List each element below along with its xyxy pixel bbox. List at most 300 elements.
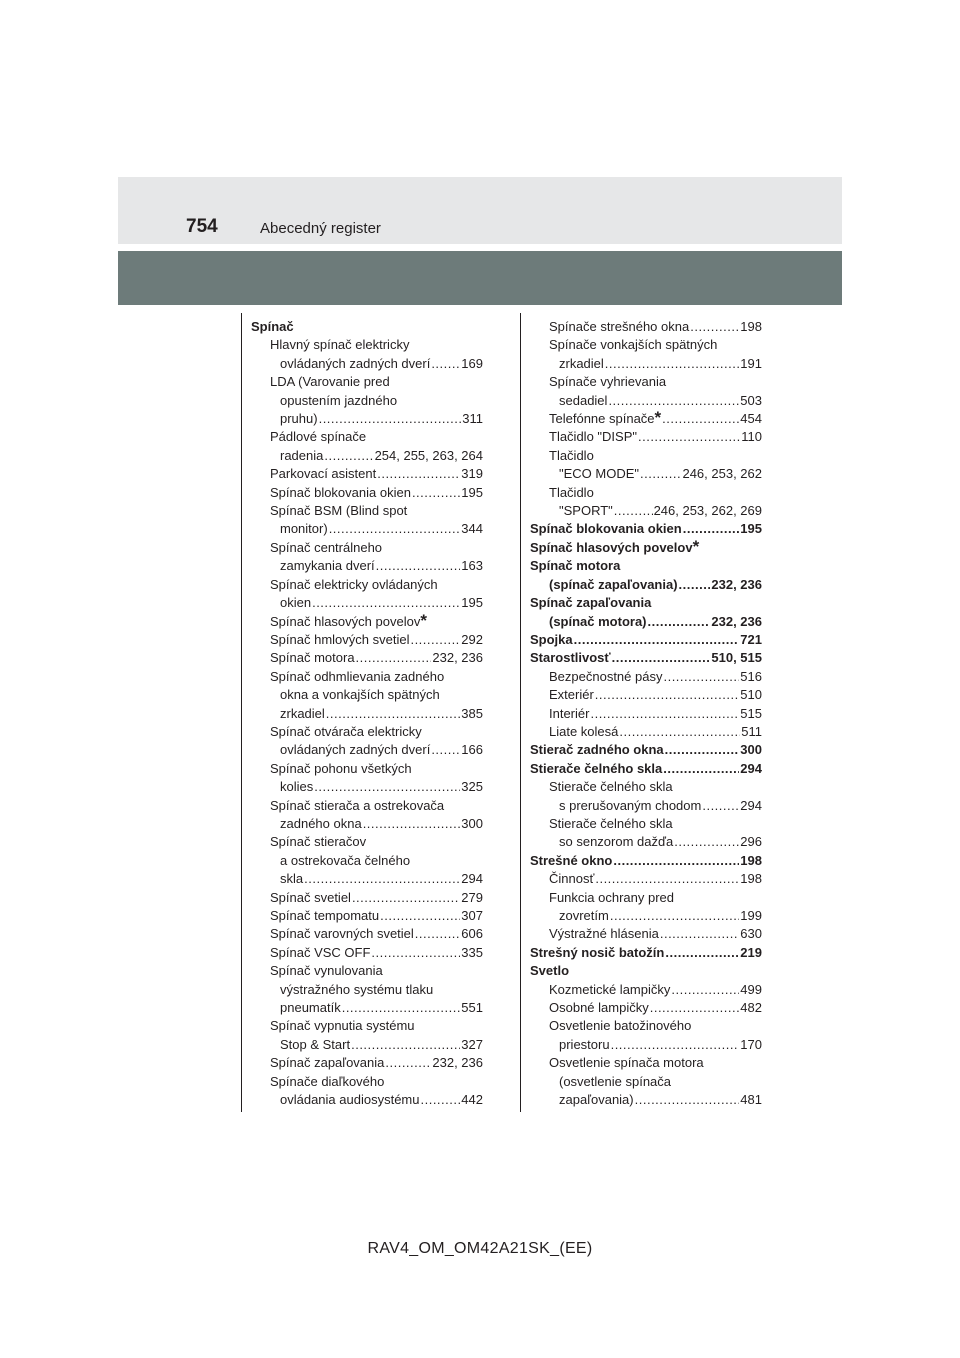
index-column-left xyxy=(251,318,483,1109)
index-entry xyxy=(530,778,762,815)
dot-leader xyxy=(665,944,739,962)
index-entry-text: Stop & Start xyxy=(280,1036,351,1052)
page-reference: 294 xyxy=(740,797,762,813)
index-entry xyxy=(251,428,483,465)
index-entry xyxy=(530,723,762,741)
page-reference: 296 xyxy=(740,834,762,850)
dot-leader xyxy=(610,907,739,925)
dot-leader xyxy=(356,649,432,667)
dot-leader xyxy=(612,649,711,667)
index-entry-term: Funkcia ochrany pred xyxy=(549,889,675,905)
index-entry xyxy=(530,686,762,704)
index-entry-term xyxy=(251,649,483,667)
index-entry-text: "ECO MODE" xyxy=(559,466,640,482)
index-entry-text: Spojka xyxy=(530,631,573,647)
page-reference: 163 xyxy=(461,558,483,574)
index-entry-continuation xyxy=(530,1036,762,1054)
index-entry-text: ovládaných zadných dverí xyxy=(280,355,431,371)
dot-leader xyxy=(683,520,740,538)
index-entry-text: Interiér xyxy=(549,705,590,721)
index-entry-term xyxy=(530,705,762,723)
index-entry xyxy=(251,925,483,943)
index-entry-continuation: opustením jazdného xyxy=(280,392,398,408)
index-entry xyxy=(251,465,483,483)
index-entry-text: Spínač motora xyxy=(270,650,355,666)
index-entry-text: s prerušovaným chodom xyxy=(559,797,702,813)
dot-leader xyxy=(595,686,740,704)
page-reference: 511 xyxy=(741,723,762,739)
index-entry-term xyxy=(530,870,762,888)
dot-leader xyxy=(679,576,711,594)
index-entry-term: Tlačidlo xyxy=(549,447,594,463)
index-entry-text: skla xyxy=(280,871,304,887)
index-entry-text: Liate kolesá xyxy=(549,723,619,739)
index-entry-text: zovretím xyxy=(559,908,609,923)
index-entry-term: Spínač xyxy=(251,319,294,334)
page-reference: 606 xyxy=(461,926,483,942)
dot-leader xyxy=(342,999,461,1017)
dot-leader xyxy=(650,999,740,1017)
index-entry-text: Spínač hmlových svetiel xyxy=(270,631,410,647)
index-entry-text: Kozmetické lampičky xyxy=(549,981,671,997)
page-reference: 166 xyxy=(461,742,483,758)
page-reference: 300 xyxy=(740,742,762,758)
index-entry-term: Spínač hlasových povelov * xyxy=(270,610,427,630)
page-reference: 191 xyxy=(740,355,762,371)
index-entry xyxy=(530,336,762,373)
index-entry-text: priestoru xyxy=(559,1036,610,1052)
index-entry xyxy=(251,833,483,888)
page-reference: 169 xyxy=(461,355,483,371)
index-entry-text: so senzorom dažďa xyxy=(559,834,674,850)
page-reference: 195 xyxy=(740,521,762,537)
index-entry-text: Bezpečnostné pásy xyxy=(549,668,663,684)
index-entry xyxy=(251,318,483,336)
dot-leader xyxy=(380,907,460,925)
page-reference: 110 xyxy=(741,429,762,445)
dot-leader xyxy=(352,889,460,907)
index-entry xyxy=(251,576,483,613)
index-entry-text: Spínač zapaľovania xyxy=(270,1055,385,1071)
index-entry xyxy=(530,484,762,521)
index-entry-term: Stierače čelného skla xyxy=(549,815,673,831)
index-entry-text: Spínač svetiel xyxy=(270,889,351,905)
index-entry-continuation xyxy=(251,594,483,612)
index-entry-text: Činnosť xyxy=(549,871,595,887)
index-entry-term: Stierače čelného skla xyxy=(549,779,673,795)
page-reference: 294 xyxy=(740,760,762,776)
dot-leader xyxy=(324,447,373,465)
dot-leader xyxy=(638,428,740,446)
index-entry-term: Hlavný spínač elektricky xyxy=(270,337,410,353)
dot-leader xyxy=(312,594,460,612)
index-entry xyxy=(530,594,762,631)
dot-leader xyxy=(329,520,461,538)
page-reference: 219 xyxy=(740,944,762,960)
dot-leader xyxy=(326,705,461,723)
index-entry xyxy=(530,668,762,686)
index-entry xyxy=(530,999,762,1017)
dot-leader xyxy=(412,484,460,502)
index-entry-text: Spínač blokovania okien xyxy=(530,521,682,537)
index-entry xyxy=(530,981,762,999)
dot-leader xyxy=(385,1054,431,1072)
page-reference: 344 xyxy=(461,521,483,537)
index-entry-continuation xyxy=(530,797,762,815)
header-accent-bar xyxy=(118,251,842,305)
index-entry-term xyxy=(530,760,762,778)
index-entry xyxy=(530,631,762,649)
index-entry-term: Tlačidlo xyxy=(549,484,594,500)
dot-leader xyxy=(619,723,740,741)
dot-leader xyxy=(671,981,739,999)
index-entry xyxy=(530,557,762,594)
page-reference: 499 xyxy=(740,981,762,997)
index-entry-text: Výstražné hlásenia xyxy=(549,926,659,942)
index-entry-term: Spínač elektricky ovládaných xyxy=(270,576,438,592)
index-entry-text: monitor) xyxy=(280,521,328,537)
index-entry-term: Spínače vyhrievania xyxy=(549,374,667,390)
index-entry-text: zrkadiel xyxy=(559,355,604,371)
index-entry-term xyxy=(530,649,762,667)
index-entry-term xyxy=(251,631,483,649)
dot-leader xyxy=(415,925,461,943)
index-entry-term: Telefónne spínače * ..... 454 xyxy=(530,410,762,428)
dot-leader xyxy=(377,465,460,483)
index-entry xyxy=(530,447,762,484)
index-column-right xyxy=(530,318,762,1109)
index-entry xyxy=(530,889,762,926)
dot-leader xyxy=(351,1036,460,1054)
index-entry-continuation xyxy=(530,576,762,594)
index-entry-term xyxy=(530,428,762,446)
index-entry-term: Spínač zapaľovania xyxy=(530,595,652,611)
index-entry xyxy=(530,318,762,336)
dot-leader xyxy=(608,392,739,410)
index-entry-term xyxy=(530,686,762,704)
index-entry xyxy=(530,1017,762,1054)
dot-leader xyxy=(431,355,460,373)
index-entry-term xyxy=(530,981,762,999)
page-reference: 510, 515 xyxy=(711,650,762,666)
index-entry-continuation xyxy=(251,1036,483,1054)
index-entry xyxy=(251,610,483,631)
page-reference: 335 xyxy=(461,944,483,960)
index-entry-term: Pádlové spínače xyxy=(270,429,367,445)
index-entry-continuation: (osvetlenie spínača xyxy=(559,1073,672,1089)
dot-leader xyxy=(363,815,461,833)
index-entry-continuation xyxy=(530,465,762,483)
index-entry-term: Spínač vypnutia systému xyxy=(270,1018,415,1034)
index-entry-text: kolies xyxy=(280,779,314,795)
index-entry xyxy=(251,723,483,760)
index-entry-term xyxy=(251,484,483,502)
index-entry-term xyxy=(530,668,762,686)
index-entry xyxy=(530,870,762,888)
index-entry-text: sedadiel xyxy=(559,392,608,408)
page-reference: 630 xyxy=(740,926,762,942)
dot-leader xyxy=(590,705,739,723)
dot-leader xyxy=(640,465,681,483)
index-entry xyxy=(251,484,483,502)
index-entry xyxy=(530,760,762,778)
page-reference: 307 xyxy=(461,908,483,923)
dot-leader xyxy=(410,631,460,649)
index-entry xyxy=(251,944,483,962)
index-entry xyxy=(530,852,762,870)
index-entry-text: Strešné okno xyxy=(530,852,613,868)
index-entry-continuation: výstražného systému tlaku xyxy=(280,981,434,997)
index-entry-text: okien xyxy=(280,595,312,611)
dot-leader xyxy=(690,318,739,336)
index-entry-continuation xyxy=(251,999,483,1017)
page-reference: 195 xyxy=(461,484,483,500)
dot-leader xyxy=(662,410,739,428)
dot-leader xyxy=(663,668,739,686)
index-entry-text: Spínač hlasových povelov xyxy=(270,613,421,629)
index-entry-text: Spínač blokovania okien xyxy=(270,484,411,500)
dot-leader xyxy=(663,760,739,778)
index-entry-term xyxy=(251,907,483,925)
index-entry-text: Spínač hlasových povelov xyxy=(530,539,693,555)
index-entry-continuation xyxy=(530,502,762,520)
index-entry xyxy=(251,336,483,373)
index-entry-term xyxy=(530,318,762,336)
index-entry-continuation xyxy=(530,833,762,851)
index-entry xyxy=(251,1017,483,1054)
index-entry xyxy=(530,815,762,852)
page-reference: 246, 253, 262, 269 xyxy=(653,503,762,519)
index-entry-term xyxy=(251,1054,483,1072)
index-entry-continuation xyxy=(251,870,483,888)
index-entry-continuation xyxy=(251,778,483,796)
index-entry xyxy=(530,428,762,446)
index-entry-text: Spínač varovných svetiel xyxy=(270,926,414,942)
index-entry xyxy=(251,907,483,925)
index-entry-text: Osobné lampičky xyxy=(549,1000,649,1016)
page-reference: 551 xyxy=(461,1000,483,1016)
index-entry xyxy=(251,373,483,428)
index-entry-term: Osvetlenie batožinového xyxy=(549,1018,692,1034)
index-entry-continuation xyxy=(251,705,483,723)
page-reference: 319 xyxy=(461,466,483,482)
page-reference: 232, 236 xyxy=(711,576,762,592)
index-entry xyxy=(251,1073,483,1110)
page-reference: 454 xyxy=(740,411,762,427)
dot-leader xyxy=(574,631,740,649)
index-entry-term: Svetlo xyxy=(530,963,570,979)
index-entry xyxy=(530,741,762,759)
index-entry-continuation xyxy=(251,447,483,465)
index-entry-text: Starostlivosť xyxy=(530,650,611,666)
index-entry-term: Spínač hlasových povelov * xyxy=(530,536,700,556)
page-reference: 198 xyxy=(740,319,762,334)
index-entry-term xyxy=(530,631,762,649)
index-entry xyxy=(251,502,483,539)
index-entry-term: Spínač otvárača elektricky xyxy=(270,723,422,739)
dot-leader xyxy=(611,1036,740,1054)
page-number: 754 xyxy=(186,216,218,237)
index-entry-continuation xyxy=(530,613,762,631)
index-entry-term xyxy=(530,852,762,870)
dot-leader xyxy=(702,797,739,815)
page-reference: 721 xyxy=(740,631,762,647)
index-entry xyxy=(251,668,483,723)
index-entry-continuation: okna a vonkajších spätných xyxy=(280,687,440,703)
page-reference: 516 xyxy=(740,668,762,684)
header-band xyxy=(118,177,842,244)
index-entry-continuation xyxy=(251,410,483,428)
page-reference: 292 xyxy=(461,631,483,647)
index-entry xyxy=(530,705,762,723)
index-entry-text: Spínače strešného okna xyxy=(549,319,690,334)
section-title: Abecedný register xyxy=(260,220,381,237)
index-entry-text: Strešný nosič batožín xyxy=(530,944,665,960)
page-reference: 327 xyxy=(461,1036,483,1052)
index-entry-text: radenia xyxy=(280,447,324,463)
index-entry xyxy=(251,889,483,907)
index-entry-text: Exteriér xyxy=(549,687,594,703)
index-entry-continuation: a ostrekovača čelného xyxy=(280,852,411,868)
index-entry xyxy=(251,649,483,667)
dot-leader xyxy=(635,1091,740,1109)
index-entry-text: pneumatík xyxy=(280,1000,341,1016)
page-reference: 294 xyxy=(461,871,483,887)
index-entry xyxy=(530,373,762,410)
index-entry-text: ovládaných zadných dverí xyxy=(280,742,431,758)
index-entry xyxy=(251,539,483,576)
page-reference: 515 xyxy=(740,705,762,721)
dot-leader xyxy=(371,944,460,962)
index-entry-term xyxy=(251,889,483,907)
column-divider-left xyxy=(241,313,242,1112)
page-reference: 170 xyxy=(740,1036,762,1052)
index-entry-text: Stierač zadného okna xyxy=(530,742,664,758)
index-entry-term: Spínač motora xyxy=(530,558,621,574)
index-entry xyxy=(251,760,483,797)
index-entry-term xyxy=(530,741,762,759)
index-entry-term xyxy=(530,925,762,943)
index-entry xyxy=(530,925,762,943)
index-entry xyxy=(530,944,762,962)
index-entry-text: pruhu) xyxy=(280,411,318,427)
index-entry-text: zamykania dverí xyxy=(280,558,375,574)
page-reference: 199 xyxy=(740,908,762,923)
dot-leader xyxy=(314,778,460,796)
index-entry-text: Spínač tempomatu xyxy=(270,908,380,923)
dot-leader xyxy=(614,502,653,520)
page-reference: 232, 236 xyxy=(432,1055,483,1071)
page-reference: 232, 236 xyxy=(432,650,483,666)
page-reference: 254, 255, 263, 264 xyxy=(374,447,483,463)
index-entry-term: Spínač odhmlievania zadného xyxy=(270,668,445,684)
index-entry-continuation xyxy=(530,1091,762,1109)
dot-leader xyxy=(648,613,711,631)
index-entry-continuation xyxy=(251,815,483,833)
index-entry-term: Spínač vynulovania xyxy=(270,963,383,979)
dot-leader xyxy=(420,1091,460,1109)
page-reference: 503 xyxy=(740,392,762,408)
index-entry-continuation xyxy=(530,392,762,410)
index-entry-text: Spínač VSC OFF xyxy=(270,944,371,960)
dot-leader xyxy=(660,925,739,943)
index-entry-term: Spínače vonkajších spätných xyxy=(549,337,718,353)
page-reference: 300 xyxy=(461,815,483,831)
index-entry-term xyxy=(530,520,762,538)
index-entry-text: Tlačidlo "DISP" xyxy=(549,429,637,445)
index-entry-text: zapaľovania) xyxy=(559,1092,634,1108)
index-entry xyxy=(530,649,762,667)
dot-leader xyxy=(431,741,460,759)
index-entry-term: LDA (Varovanie pred xyxy=(270,374,390,390)
dot-leader xyxy=(319,410,462,428)
page-reference: 385 xyxy=(461,705,483,721)
page-reference: 442 xyxy=(461,1092,483,1108)
index-entry-continuation xyxy=(251,355,483,373)
index-entry xyxy=(251,962,483,1017)
index-entry-term: Osvetlenie spínača motora xyxy=(549,1055,704,1071)
index-entry-text: Stierače čelného skla xyxy=(530,760,663,776)
page-reference: 195 xyxy=(461,595,483,611)
dot-leader xyxy=(595,870,739,888)
dot-leader xyxy=(605,355,740,373)
page-reference: 232, 236 xyxy=(711,613,762,629)
index-entry-text: zadného okna xyxy=(280,815,362,831)
index-entry-term xyxy=(530,999,762,1017)
page-reference: 481 xyxy=(740,1092,762,1108)
index-entry-continuation xyxy=(251,557,483,575)
index-entry-term xyxy=(530,944,762,962)
dot-leader xyxy=(376,557,461,575)
index-entry xyxy=(530,962,762,980)
document-code: RAV4_OM_OM42A21SK_(EE) xyxy=(367,1240,593,1257)
dot-leader xyxy=(304,870,460,888)
page-reference: 198 xyxy=(740,871,762,887)
index-entry-text: Parkovací asistent xyxy=(270,466,377,482)
index-entry-term: Spínač stieračov xyxy=(270,834,367,850)
index-entry xyxy=(530,536,762,557)
index-entry-text: ovládania audiosystému xyxy=(280,1092,420,1108)
page-reference: 279 xyxy=(461,889,483,905)
index-entry-term: Spínač stierača a ostrekovača xyxy=(270,797,445,813)
index-entry-term xyxy=(251,465,483,483)
column-divider-middle xyxy=(520,313,521,1112)
dot-leader xyxy=(613,852,739,870)
index-entry-continuation xyxy=(530,355,762,373)
index-entry-term: Spínač BSM (Blind spot xyxy=(270,503,408,519)
index-entry-text: (spínač zapaľovania) xyxy=(549,576,678,592)
page-reference: 482 xyxy=(740,1000,762,1016)
dot-leader xyxy=(665,741,740,759)
index-entry-term: Spínač centrálneho xyxy=(270,539,383,555)
page-reference: 325 xyxy=(461,779,483,795)
index-entry-continuation xyxy=(251,1091,483,1109)
index-entry-text: zrkadiel xyxy=(280,705,325,721)
index-entry-continuation xyxy=(251,520,483,538)
index-entry xyxy=(251,631,483,649)
page-reference: 510 xyxy=(740,687,762,703)
dot-leader xyxy=(674,833,739,851)
index-entry-text: (spínač motora) xyxy=(549,613,647,629)
index-entry-continuation xyxy=(251,741,483,759)
index-entry-continuation xyxy=(530,907,762,925)
index-entry xyxy=(530,520,762,538)
page-reference: 246, 253, 262 xyxy=(682,466,762,482)
index-entry-text: "SPORT" xyxy=(559,503,613,519)
index-entry xyxy=(530,1054,762,1109)
index-entry xyxy=(251,797,483,834)
index-entry-text: Telefónne spínače xyxy=(549,411,655,427)
